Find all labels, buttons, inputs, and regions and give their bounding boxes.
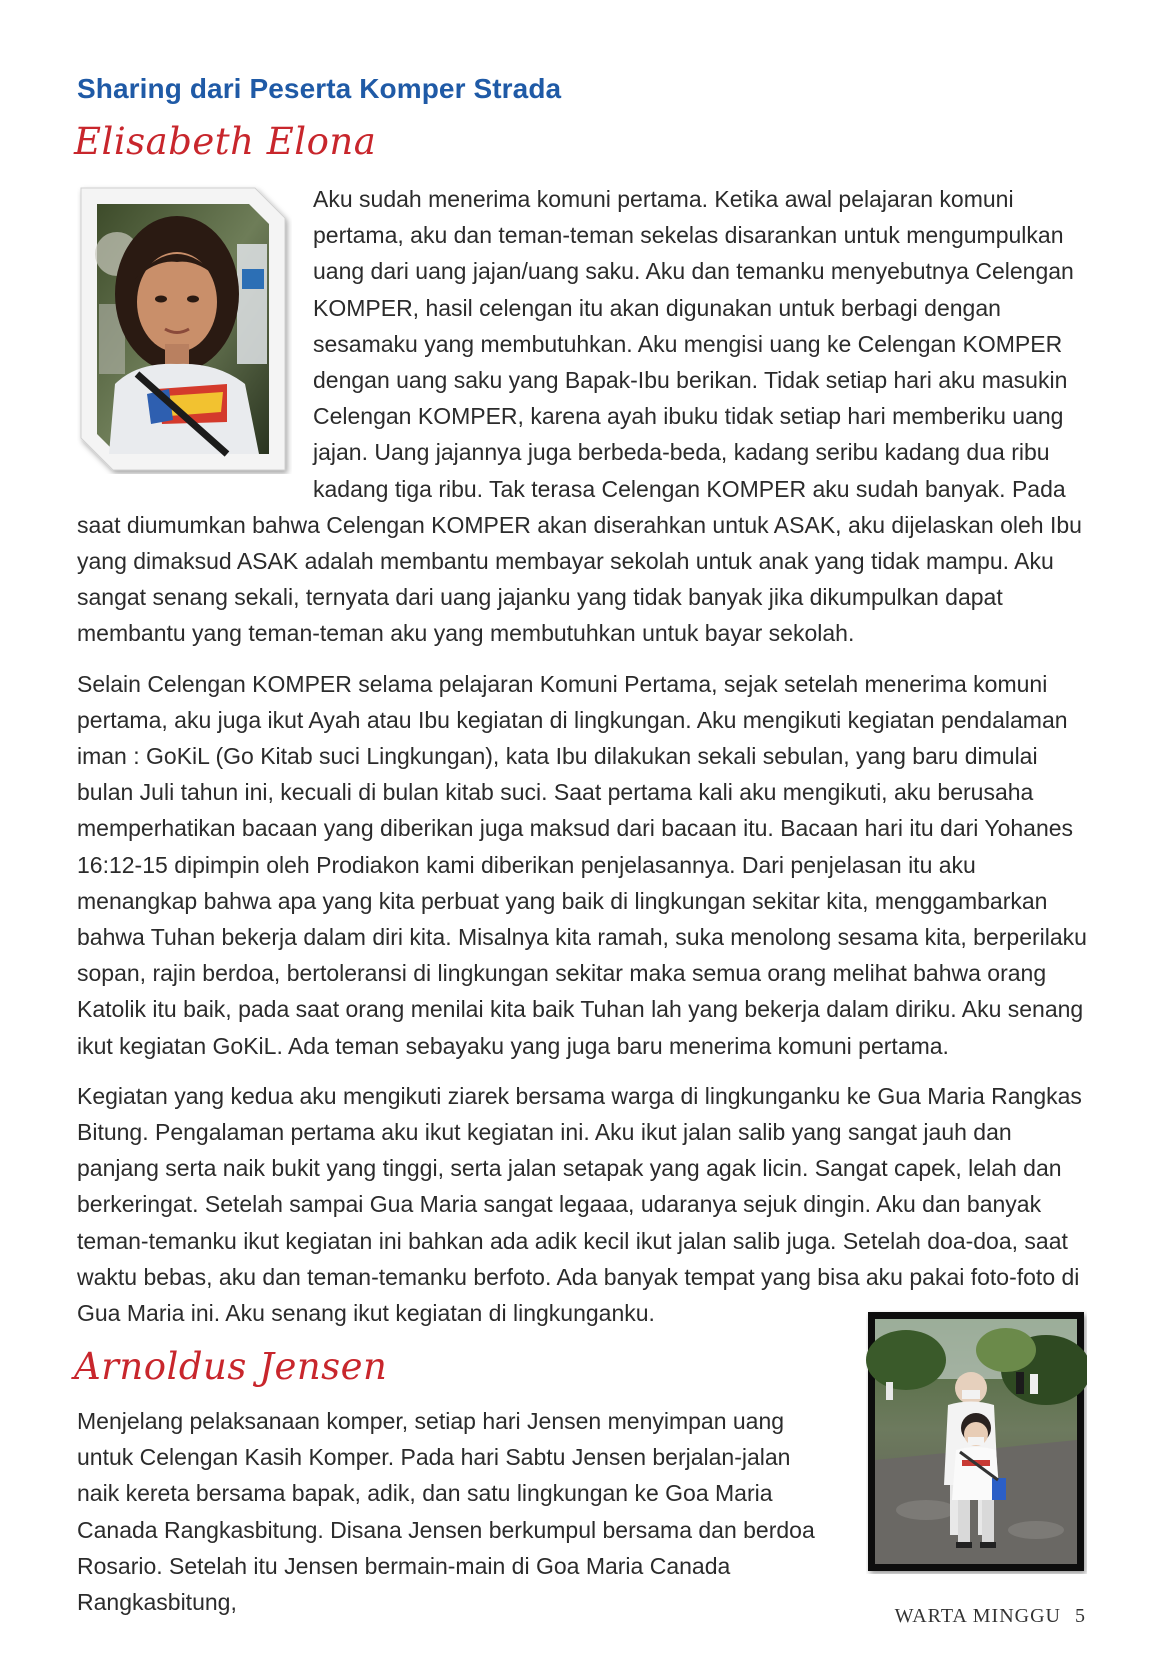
publication-name: WARTA MINGGU — [894, 1605, 1061, 1627]
page-number: 5 — [1075, 1605, 1086, 1627]
paragraph-4: Menjelang pelaksanaan komper, setiap hari Jensen menyimpan uang untuk Celengan Kasih Komper. Pada hari Sabtu Jensen berjalan-jalan naik kereta bersama bapak, adik, dan satu lingkungan ke Goa Maria Canada Rangkasbitung. Disana Jensen berkumpul bersama dan berdoa Rosario. Setelah itu Jensen bermain-main di Goa Maria Canada Rangkasbitung, — [77, 1408, 815, 1616]
article-arnoldus — [77, 1403, 837, 1620]
paragraph-3: Kegiatan yang kedua aku mengikuti ziarek bersama warga di lingkunganku ke Gua Maria Rangkas Bitung. Pengalaman pertama aku ikut kegiatan ini. Aku ikut jalan salib yang sangat jauh dan panjang serta naik bukit yang tinggi, serta jalan setapak yang agak licin. Sangat capek, lelah dan berkeringat. Setelah sampai Gua Maria sangat legaaa, udaranya sejuk dingin. Aku dan banyak teman-temanku ikut kegiatan ini bahkan ada adik kecil ikut jalan salib juga. Setelah doa-doa, saat waktu bebas, aku dan teman-temanku berfoto. Ada banyak tempat yang bisa aku pakai foto-foto di Gua Maria ini. Aku senang ikut kegiatan di lingkunganku. — [77, 1082, 1082, 1327]
children-outdoor-icon — [866, 1310, 1087, 1574]
portrait-girl-icon — [77, 184, 292, 474]
author-name-arnoldus: Arnoldus Jensen — [74, 1345, 388, 1388]
children-outdoor-photo — [866, 1310, 1087, 1574]
paragraph-1: Aku sudah menerima komuni pertama. Ketika awal pelajaran komuni pertama, aku dan teman-teman sekelas disarankan untuk mengumpulkan uang dari uang jajan/uang saku. Aku dan temanku menyebutnya Celengan KOMPER, hasil celengan itu akan digunakan untuk berbagi dengan sesamaku yang membutuhkan. Aku mengisi uang ke Celengan KOMPER dengan uang saku yang Bapak-Ibu berikan. Tidak setiap hari aku masukin Celengan KOMPER, karena ayah ibuku tidak setiap hari memberiku uang jajan. Uang jajannya juga berbeda-beda, kadang seribu kadang dua ribu kadang tiga ribu. Tak terasa Celengan KOMPER aku sudah banyak. Pada saat diumumkan bahwa Celengan KOMPER akan diserahkan untuk ASAK, aku dijelaskan oleh Ibu yang dimaksud ASAK adalah membantu membayar sekolah untuk anak yang tidak mampu. Aku sangat senang sekali, ternyata dari uang jajanku yang tidak banyak jika dikumpulkan dapat membantu yang teman-teman aku yang membutuhkan untuk bayar sekolah. — [77, 186, 1082, 647]
section-title: Sharing dari Peserta Komper Strada — [77, 73, 562, 104]
article-elisabeth — [77, 181, 1093, 1331]
page-footer — [895, 1605, 1086, 1628]
paragraph-2: Selain Celengan KOMPER selama pelajaran Komuni Pertama, sejak setelah menerima komuni pertama, aku juga ikut Ayah atau Ibu kegiatan di lingkungan. Aku mengikuti kegiatan pendalaman iman : GoKiL (Go Kitab suci Lingkungan), kata Ibu dilakukan sekali sebulan, yang baru dimulai bulan Juli tahun ini, kecuali di bulan kitab suci. Saat pertama kali aku mengikuti, aku berusaha memperhatikan bacaan yang diberikan juga maksud dari bacaan itu. Bacaan hari itu dari Yohanes 16:12-15 dipimpin oleh Prodiakon kami diberikan penjelasannya. Dari penjelasan itu aku menangkap bahwa apa yang kita perbuat yang baik di lingkungan sekitar kita, menggambarkan bahwa Tuhan bekerja dalam diri kita. Misalnya kita ramah, suka menolong sesama kita, berperilaku sopan, rajin berdoa, bertoleransi di lingkungan sekitar maka semua orang melihat bahwa orang Katolik itu baik, pada saat orang menilai kita baik Tuhan lah yang bekerja dalam diriku. Aku senang ikut kegiatan GoKiL. Ada teman sebayaku yang juga baru menerima komuni pertama. — [77, 670, 1087, 1059]
author-name-elisabeth: Elisabeth Elona — [74, 120, 377, 163]
portrait-girl-photo — [77, 184, 292, 474]
